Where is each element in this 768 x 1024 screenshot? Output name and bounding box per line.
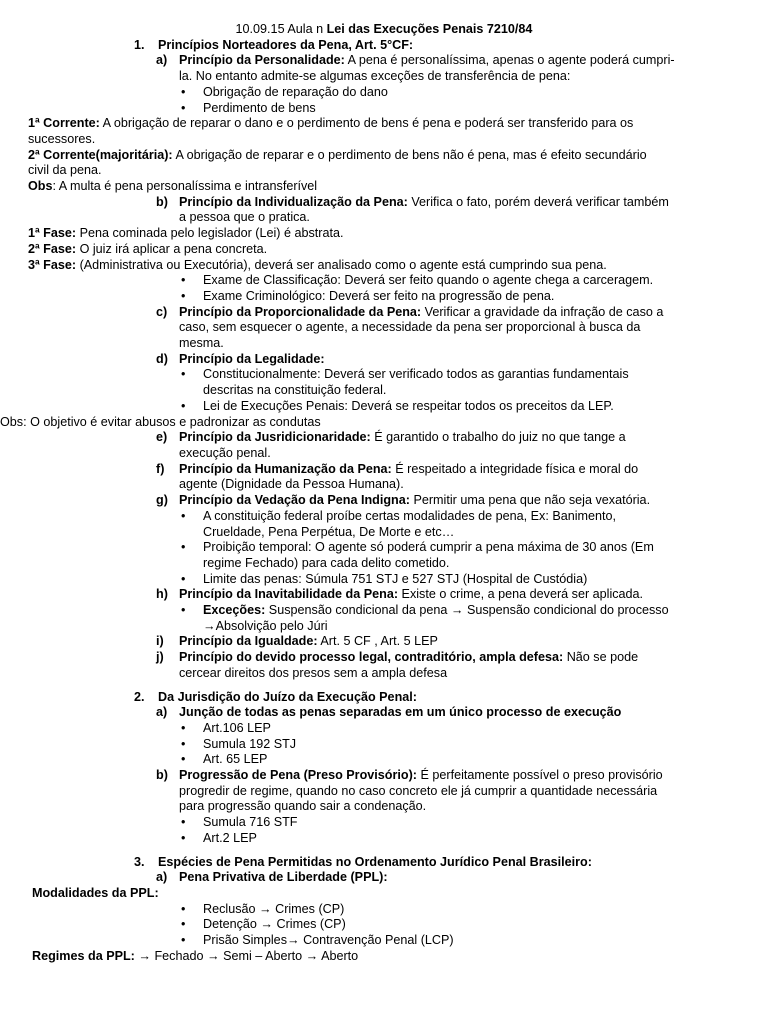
section-1-heading: 1. Princípios Norteadores da Pena, Art. 5°CF: — [134, 37, 414, 52]
principle-i: i) Princípio da Igualdade: Art. 5 CF , Art. 5 LEP — [156, 634, 438, 649]
fase-2: 2ª Fase: O juiz irá aplicar a pena concreta. — [28, 241, 268, 256]
principle-h: h) Princípio da Inavitabilidade da Pena: Existe o crime, a pena deverá ser aplicada. — [156, 587, 644, 602]
principle-c: c) Princípio da Proporcionalidade da Pena: Verificar a gravidade da infração de caso a — [156, 304, 664, 319]
section-3-heading: 3. Espécies de Pena Permitidas no Ordenamento Jurídico Penal Brasileiro: — [134, 854, 592, 869]
section-2-b: b) Progressão de Pena (Preso Provisório): É perfeitamente possível o preso provisório — [156, 768, 663, 783]
section-2-heading: 2. Da Jurisdição do Juízo da Execução Penal: — [134, 689, 417, 704]
principle-a: a) Princípio da Personalidade: A pena é personalíssima, apenas o agente poderá cumpri- — [156, 53, 675, 68]
list-item: • Sumula 716 STF — [181, 815, 298, 830]
section-3-a: a) Pena Privativa de Liberdade (PPL): — [156, 870, 388, 885]
list-item: • Prisão Simples→ Contravenção Penal (LCP) — [181, 933, 454, 948]
fase-1: 1ª Fase: Pena cominada pelo legislador (Lei) é abstrata. — [28, 226, 344, 241]
principle-b: b) Princípio da Individualização da Pena: Verifica o fato, porém deverá verificar também — [156, 194, 669, 209]
list-item: • Obrigação de reparação do dano — [181, 84, 388, 99]
list-item: • Reclusão → Crimes (CP) — [181, 901, 345, 916]
list-item: • Exame de Classificação: Deverá ser feito quando o agente chega a carceragem. — [181, 273, 654, 288]
list-item: • Constitucionalmente: Deverá ser verificado todos as garantias fundamentais — [181, 367, 629, 382]
section-2-a: a) Junção de todas as penas separadas em um único processo de execução — [156, 705, 622, 720]
principle-g: g) Princípio da Vedação da Pena Indigna: Permitir uma pena que não seja vexatória. — [156, 493, 651, 508]
list-item: • Exame Criminológico: Deverá ser feito na progressão de pena. — [181, 288, 555, 303]
corrente-2: 2ª Corrente(majoritária): A obrigação de reparar e o perdimento de bens não é pena, mas é efeito secundário — [28, 147, 647, 162]
list-item: • A constituição federal proíbe certas modalidades de pena, Ex: Banimento, — [181, 508, 617, 523]
list-item: • Lei de Execuções Penais: Deverá se respeitar todos os preceitos da LEP. — [181, 398, 614, 413]
principle-j: j) Princípio do devido processo legal, contraditório, ampla defesa: Não se pode — [156, 650, 639, 665]
list-item: • Perdimento de bens — [181, 100, 316, 115]
list-item: • Exceções: Suspensão condicional da pena → Suspensão condicional do processo — [181, 603, 669, 618]
list-item: • Detenção → Crimes (CP) — [181, 917, 346, 932]
regimes-line: Regimes da PPL: → Fechado → Semi – Aberto → Aberto — [32, 948, 359, 963]
list-item: • Sumula 192 STJ — [181, 736, 297, 751]
list-item: • Proibição temporal: O agente só poderá cumprir a pena máxima de 30 anos (Em — [181, 540, 654, 555]
principle-f: f) Princípio da Humanização da Pena: É respeitado a integridade física e moral do — [156, 461, 639, 476]
modalidades-title: Modalidades da PPL: — [32, 885, 159, 900]
principle-e: e) Princípio da Jusridicionaridade: É garantido o trabalho do juiz no que tange a — [156, 430, 626, 445]
principle-d: d) Princípio da Legalidade: — [156, 351, 325, 366]
document-page: 10.09.15 Aula n Lei das Execuções Penais 7210/84 1. Princípios Norteadores da Pena, Art. 5°CF: a) Princípio da Personalidade: A pena é personalíssima, apenas o agente poderá cumpri- la. No entanto admite-se algumas exceções de transferência de pena: • Obrigação de reparação do dano • Perdimento de bens 1ª Corrente: A obrigação de reparar o dano e o perdimento de bens é pena e poderá ser transferido para os sucessores. 2ª Corrente(majoritária): A obrigação de reparar e o perdimento de bens não é pena, mas é efeito secundário civil da pena. Obs: A multa é pena personalíssima e intransferível b) Princípio da Individualização da Pena: Verifica o fato, porém deverá verificar também a pessoa que o pratica. 1ª Fase: Pena cominada pelo legislador (Lei) é abstrata. 2ª Fase: O juiz irá aplicar a pena concreta. 3ª Fase: (Administrativa ou Executória), deverá ser analisado como o agente está cumprindo sua pena. • Exame de Classificação: Deverá ser feito quando o agente chega a carceragem. • Exame Criminológico: Deverá ser feito na progressão de pena. c) Princípio da Proporcionalidade da Pena: Verificar a gravidade da infração de caso a caso, sem esquecer o agente, a necessidade da pena ser proporcional à busca da mesma. d) Princípio da Legalidade: • Constitucionalmente: Deverá ser verificado todos as garantias fundamentais descritas na constituição federal. • Lei de Execuções Penais: Deverá se respeitar todos os preceitos da LEP. Obs: O objetivo é evitar abusos e padronizar as condutas e) Princípio da Jusridicionaridade: É garantido o trabalho do juiz no que tange a execução penal. f) Princípio da Humanização da Pena: É respeitado a integridade física e moral do agente (Dignidade da Pessoa Humana). g) Princípio da Vedação da Pena Indigna: Permitir uma pena que não seja vexatória. • A constituição federal proíbe certas modalidades de pena, Ex: Banimento, Crueldade, Pena Perpétua, De Morte e etc… • Proibição temporal: O agente só poderá cumprir a pena máxima de 30 anos (Em regime Fechado) para cada delito cometido. • Limite das penas: Súmula 751 STJ e 527 STJ (Hospital de Custódia) h) Princípio da Inavitabilidade da Pena: Existe o crime, a pena deverá ser aplicada. • Exceções: Suspensão condicional da pena → Suspensão condicional do processo →Absolvição pelo Júri i) Princípio da Igualdade: Art. 5 CF , Art. 5 LEP j) Princípio do devido processo legal, contraditório, ampla defesa: Não se pode cercear direitos dos presos sem a ampla defesa 2. Da Jurisdição do Juízo da Execução Penal: a) Junção de todas as penas separadas em um único processo de execução • Art.106 LEP • Sumula 192 STJ • Art. 65 LEP b) Progressão de Pena (Preso Provisório): É perfeitamente possível o preso provisório progredir de regime, quando no caso concreto ele já cumprir a quantidade necessária para progressão quando sair a condenação. • Sumula 716 STF • Art.2 LEP 3. Espécies de Pena Permitidas no Ordenamento Jurídico Penal Brasileiro: a) Pena Privativa de Liberdade (PPL): Modalidades da PPL: • Reclusão → Crimes (CP) • Detenção → Crimes (CP) • Prisão Simples→ Contravenção Penal (LCP) Regimes da PPL: → Fechado → Semi – Aberto → Aberto — [0, 22, 768, 964]
fase-3: 3ª Fase: (Administrativa ou Executória), deverá ser analisado como o agente está cumprindo sua pena. — [28, 257, 607, 272]
corrente-1: 1ª Corrente: A obrigação de reparar o dano e o perdimento de bens é pena e poderá ser transferido para os — [28, 116, 634, 131]
obs-note-2: Obs: O objetivo é evitar abusos e padronizar as condutas — [0, 414, 321, 429]
document-title: 10.09.15 Aula n Lei das Execuções Penais 7210/84 — [235, 22, 533, 36]
list-item: • Art. 65 LEP — [181, 752, 268, 767]
list-item: • Limite das penas: Súmula 751 STJ e 527 STJ (Hospital de Custódia) — [181, 571, 588, 586]
list-item: • Art.2 LEP — [181, 830, 257, 845]
list-item: • Art.106 LEP — [181, 720, 271, 735]
obs-note: Obs: A multa é pena personalíssima e intransferível — [28, 179, 318, 194]
